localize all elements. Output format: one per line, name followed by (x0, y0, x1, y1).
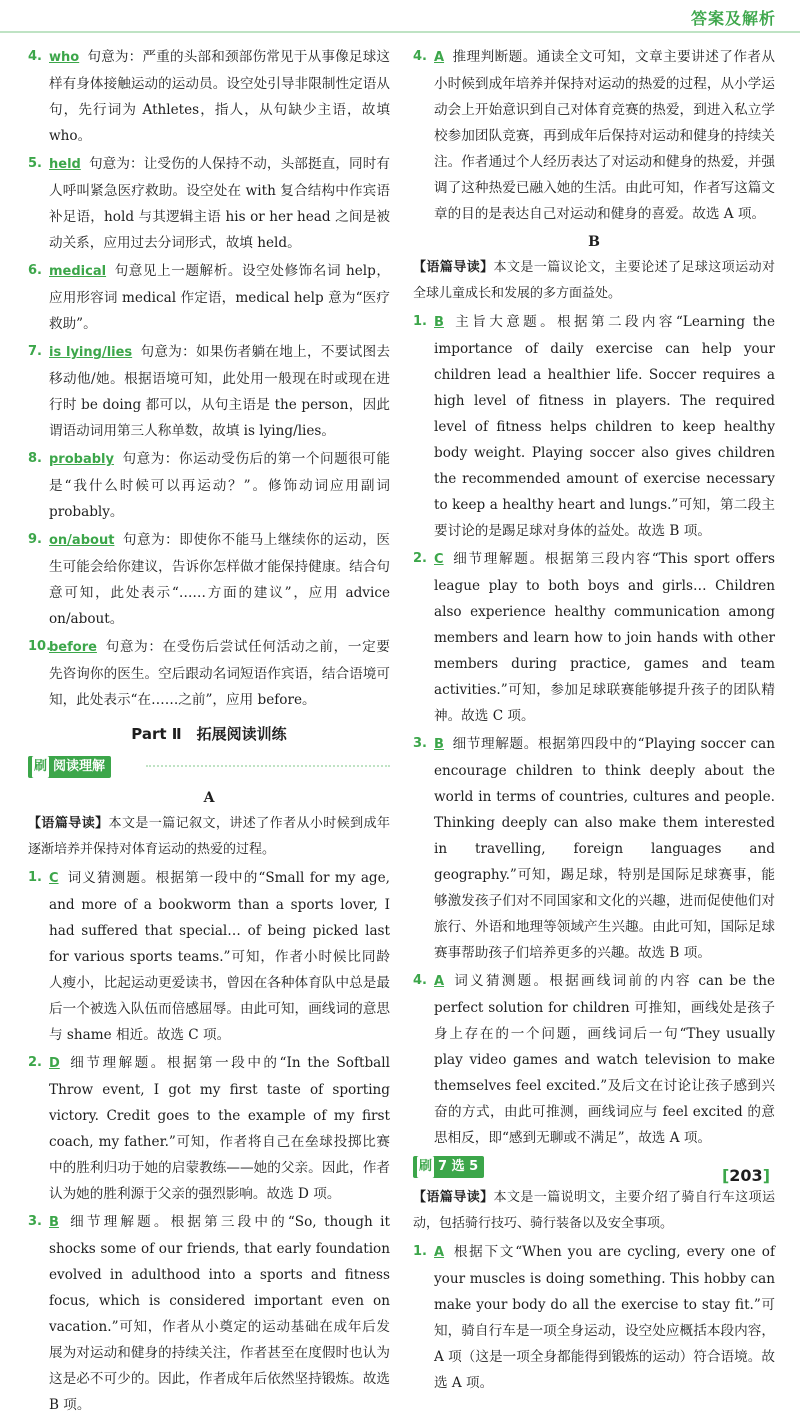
reading-section-tag: 刷 阅读理解 (28, 753, 390, 779)
answer-letter: A (434, 50, 445, 65)
dotted-divider (146, 765, 390, 767)
answer-key: medical (49, 264, 107, 279)
answer-item: 4. A 推理判断题。通读全文可知，文章主要讲述了作者从小时候到成年培养并保持对运动的热爱的过程，从小学运动会上开始意识到自己对体育竞赛的热爱，到进入私立学校参加团队竞赛，再到成年后保持对运动和健身的持续关注。作者通过个人经历表达了对运动和健身的热爱，并强调了这种热爱已融入她的生活。由此可知，作者写这篇文章的目的是表达自己对运动和健身的喜爱。故选 A 项。 (413, 49, 775, 222)
answer-item: 4. A 词义猜测题。根据画线词前的内容 can be the perfect solution for children 可推知，画线处是孩子身上存在的一个问题，画线词后一句“They usually play video games and watch television to make themselves feel excited.”及后文在讨论让孩子感到兴奋的方式，由此可推测，画线词应与 feel excited 的意思相反，即“感到无聊或不满足”，故选 A 项。 (413, 973, 775, 1146)
passage-intro: 【语篇导读】本文是一篇议论文，主要论述了足球这项运动对全球儿童成长和发展的多方面益处。 (413, 260, 775, 301)
right-column (413, 44, 775, 1398)
answer-letter: A (434, 974, 445, 989)
answer-item: 7. is lying/lies 句意为：如果伤者躺在地上，不要试图去移动他/她。根据语境可知，此处用一般现在时或现在进行时 be doing 都可以，从句主语是 the person，因此谓语动词用第三人称单数，故填 is lying/lies。 (28, 344, 390, 439)
answer-item: 5. held 句意为：让受伤的人保持不动，头部挺直，同时有人呼叫紧急医疗救助。设空处在 with 复合结构中作宾语补足语，hold 与其逻辑主语 his or her head 之间是被动关系，应用过去分词形式，故填 held。 (28, 156, 390, 251)
brush-icon: 刷 (417, 1156, 434, 1178)
answer-item: 2. C 细节理解题。根据第三段内容“This sport offers league play to both boys and girls… Children also experience healthy communication among members and learn how to join hands with other members during practice, games and team activities.”可知，参加足球联赛能够提升孩子的团队精神。故选 C 项。 (413, 551, 775, 724)
brush-icon: 刷 (32, 756, 49, 778)
answer-letter: C (49, 871, 59, 886)
answer-item: 1. C 词义猜测题。根据第一段中的“Small for my age, and more of a bookworm than a sports lover, I had suffered that special… of being picked last for various sports teams.”可知，作者小时候比同龄人瘦小，比起运动更爱读书，曾因在各种体育队中总是最后一个被选入队伍而倍感屈辱。由此可知，画线词的意思与 shame 相近。故选 C 项。 (28, 870, 390, 1043)
answer-item: 4. who 句意为：严重的头部和颈部伤常见于从事像足球这样有身体接触运动的运动员。设空处引导非限制性定语从句，先行词为 Athletes，指人，从句缺少主语，故填 who。 (28, 49, 390, 144)
header-title: 答案及解析 (690, 9, 776, 28)
answer-key: on/about (49, 533, 115, 548)
left-column (28, 44, 390, 1420)
answer-key: probably (49, 452, 114, 467)
answer-letter: C (434, 552, 444, 567)
answer-key: is lying/lies (49, 345, 133, 360)
part-title: Part Ⅱ 拓展阅读训练 (131, 725, 287, 743)
section-heading: A (203, 790, 215, 806)
answer-item: 3. B 细节理解题。根据第三段中的“So, though it shocks some of our friends, that early foundation evolved in adulthood into a sports and fitness focus, which is considered important even on vacation.”可知，作者从小奠定的运动基础在成年后发展为对运动和健身的持续关注，作者甚至在度假时也认为这是必不可少的。因此，作者成年后依然坚持锻炼。故选 B 项。 (28, 1214, 390, 1413)
answer-letter: A (434, 1245, 445, 1260)
answer-item: 1. B 主旨大意题。根据第二段内容“Learning the importance of daily exercise can help your children lead a healthier life. Soccer requires a high level of fitness in players. The required level of fitness helps children to keep healthy body weight. Playing soccer also gives children the recommended amount of exercise necessary to keep a healthy heart and lungs.”可知，第二段主要讨论的是踢足球对身体的益处。故选 B 项。 (413, 314, 775, 539)
answer-key: who (49, 50, 80, 65)
answer-item: 2. D 细节理解题。根据第一段中的“In the Softball Throw event, I got my first taste of sporting victory. Credit goes to the example of my first coach, my father.”可知，作者将自己在垒球投掷比赛中的胜利归功于她的启蒙教练——她的父亲。因此，作者认为她的胜利源于父亲的强烈影响。故选 D 项。 (28, 1055, 390, 1202)
passage-intro: 【语篇导读】本文是一篇说明文，主要介绍了骑自行车这项运动，包括骑行技巧、骑行装备以及安全事项。 (413, 1190, 775, 1231)
answer-letter: B (434, 315, 444, 330)
passage-intro: 【语篇导读】本文是一篇记叙文，讲述了作者从小时候到成年逐渐培养并保持对体育运动的热爱的过程。 (28, 816, 390, 857)
answer-item: 8. probably 句意为：你运动受伤后的第一个问题很可能是“我什么时候可以再运动？”。修饰动词应用副词 probably。 (28, 451, 390, 520)
page-number: [203] (721, 1166, 770, 1185)
section-heading: B (588, 234, 600, 250)
answer-letter: D (49, 1056, 60, 1071)
answer-item: 1. A 根据下文“When you are cycling, every one of your muscles is doing something. This hobby can make your body do all the exercise to stay fit.”可知，骑自行车是一项全身运动，设空处应概括本段内容，A 项（这是一项全身都能得到锻炼的运动）符合语境。故选 A 项。 (413, 1244, 775, 1391)
header-rule (0, 31, 800, 33)
answer-item: 9. on/about 句意为：即使你不能马上继续你的运动，医生可能会给你建议，告诉你怎样做才能保持健康。结合句意可知，此处表示“……方面的建议”，应用 advice on/about。 (28, 532, 390, 627)
answer-key: before (49, 640, 97, 655)
answer-item: 6. medical 句意见上一题解析。设空处修饰名词 help，应用形容词 medical 作定语，medical help 意为“医疗救助”。 (28, 263, 390, 332)
answer-letter: B (49, 1215, 59, 1230)
answer-key: held (49, 157, 81, 172)
answer-item: 10. before 句意为：在受伤后尝试任何活动之前，一定要先咨询你的医生。空后跟动名词短语作宾语，结合语境可知，此处表示“在……之前”，应用 before。 (28, 639, 390, 708)
answer-item: 3. B 细节理解题。根据第四段中的“Playing soccer can encourage children to think deeply about the world in terms of countries, cultures and people. Thinking deeply can also make them interested in travelling, foreign languages and geography.”可知，踢足球，特别是国际足球赛事，能够激发孩子们对不同国家和文化的兴趣，进而促使他们对旅行、外语和地理等领域产生兴趣。由此可知，国际足球赛事帮助孩子们培养更多的兴趣。故选 B 项。 (413, 736, 775, 961)
answer-letter: B (434, 737, 444, 752)
seven-choose-five-tag: 刷 7 选 5 (413, 1153, 775, 1179)
